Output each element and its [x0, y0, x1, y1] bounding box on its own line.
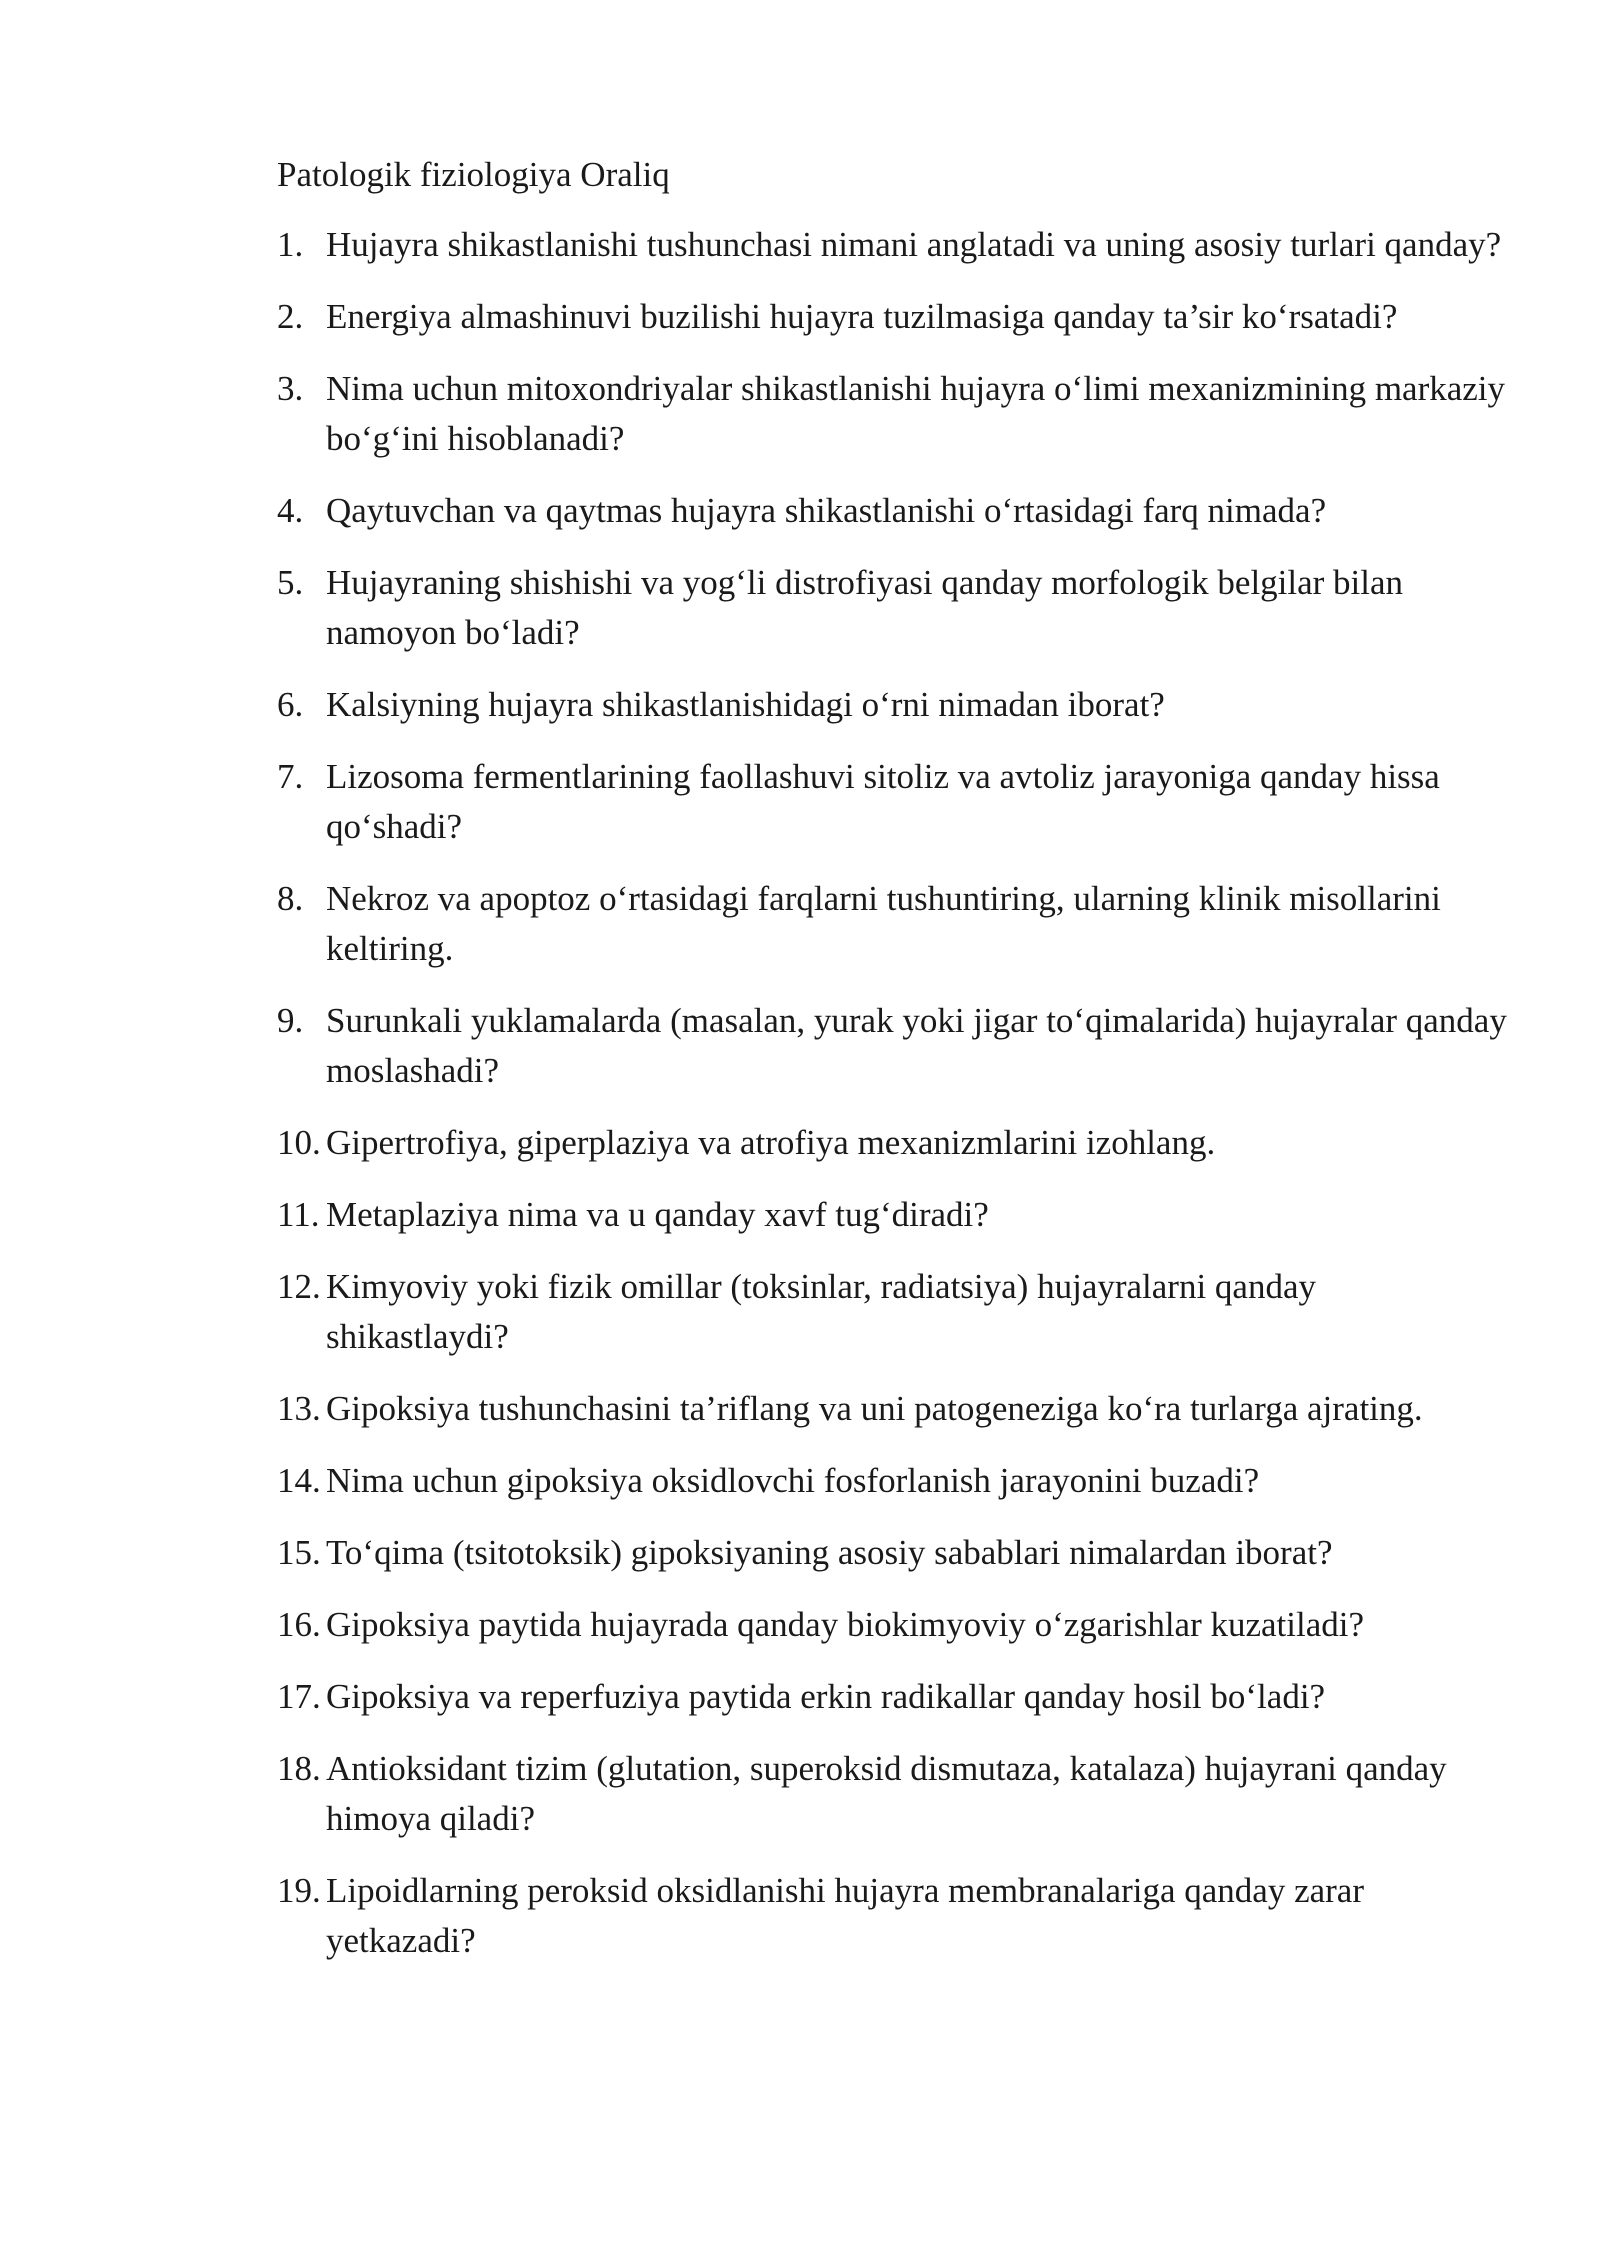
question-text: Nima uchun gipoksiya oksidlovchi fosforlanish jarayonini buzadi? — [326, 1461, 1260, 1500]
question-text: Gipoksiya va reperfuziya paytida erkin radikallar qanday hosil bo‘ladi? — [326, 1677, 1326, 1716]
question-item — [277, 1384, 1507, 1434]
question-text: Nekroz va apoptoz o‘rtasidagi farqlarni tushuntiring, ularning klinik misollarini keltiring. — [326, 879, 1441, 968]
question-item — [277, 364, 1507, 464]
question-item — [277, 1262, 1507, 1362]
question-text: Gipertrofiya, giperplaziya va atrofiya mexanizmlarini izohlang. — [326, 1123, 1216, 1162]
question-number: 10. — [277, 1123, 321, 1162]
question-item — [277, 1866, 1507, 1966]
question-number: 1. — [277, 225, 304, 264]
question-number: 5. — [277, 563, 304, 602]
question-number: 13. — [277, 1389, 321, 1428]
question-text: Energiya almashinuvi buzilishi hujayra tuzilmasiga qanday ta’sir ko‘rsatadi? — [326, 297, 1398, 336]
question-number: 9. — [277, 1001, 304, 1040]
question-item — [277, 1528, 1507, 1578]
question-number: 17. — [277, 1677, 321, 1716]
question-list — [277, 220, 1507, 1988]
question-number: 12. — [277, 1267, 321, 1306]
question-text: Metaplaziya nima va u qanday xavf tug‘diradi? — [326, 1195, 989, 1234]
question-text: To‘qima (tsitotoksik) gipoksiyaning asosiy sabablari nimalardan iborat? — [326, 1533, 1333, 1572]
question-item — [277, 220, 1507, 270]
question-text: Hujayra shikastlanishi tushunchasi nimani anglatadi va uning asosiy turlari qanday? — [326, 225, 1502, 264]
question-item — [277, 292, 1507, 342]
question-item — [277, 486, 1507, 536]
question-text: Kimyoviy yoki fizik omillar (toksinlar, radiatsiya) hujayralarni qanday shikastlaydi? — [326, 1267, 1316, 1356]
question-item — [277, 680, 1507, 730]
question-text: Nima uchun mitoxondriyalar shikastlanishi hujayra o‘limi mexanizmining markaziy bo‘g‘ini hisoblanadi? — [326, 369, 1506, 458]
question-number: 4. — [277, 491, 304, 530]
question-item — [277, 874, 1507, 974]
question-item — [277, 558, 1507, 658]
question-number: 15. — [277, 1533, 321, 1572]
question-item — [277, 1672, 1507, 1722]
question-number: 8. — [277, 879, 304, 918]
question-text: Gipoksiya paytida hujayrada qanday biokimyoviy o‘zgarishlar kuzatiladi? — [326, 1605, 1365, 1644]
question-item — [277, 1456, 1507, 1506]
document-title: Patologik fiziologiya Oraliq — [277, 155, 670, 194]
question-item — [277, 1744, 1507, 1844]
question-text: Qaytuvchan va qaytmas hujayra shikastlanishi o‘rtasidagi farq nimada? — [326, 491, 1327, 530]
question-text: Gipoksiya tushunchasini ta’riflang va uni patogeneziga ko‘ra turlarga ajrating. — [326, 1389, 1423, 1428]
question-number: 16. — [277, 1605, 321, 1644]
question-number: 14. — [277, 1461, 321, 1500]
question-number: 3. — [277, 369, 304, 408]
question-number: 6. — [277, 685, 304, 724]
question-item — [277, 996, 1507, 1096]
question-number: 2. — [277, 297, 304, 336]
question-item — [277, 1190, 1507, 1240]
question-text: Lizosoma fermentlarining faollashuvi sitoliz va avtoliz jarayoniga qanday hissa qo‘shadi? — [326, 757, 1440, 846]
question-text: Surunkali yuklamalarda (masalan, yurak yoki jigar to‘qimalarida) hujayralar qanday moslashadi? — [326, 1001, 1507, 1090]
question-text: Lipoidlarning peroksid oksidlanishi hujayra membranalariga qanday zarar yetkazadi? — [326, 1871, 1364, 1960]
question-number: 18. — [277, 1749, 321, 1788]
question-text: Hujayraning shishishi va yog‘li distrofiyasi qanday morfologik belgilar bilan namoyon bo‘ladi? — [326, 563, 1404, 652]
question-text: Kalsiyning hujayra shikastlanishidagi o‘rni nimadan iborat? — [326, 685, 1165, 724]
question-text: Antioksidant tizim (glutation, superoksid dismutaza, katalaza) hujayrani qanday himoya qiladi? — [326, 1749, 1447, 1838]
question-number: 7. — [277, 757, 304, 796]
question-item — [277, 1600, 1507, 1650]
question-number: 11. — [277, 1195, 320, 1234]
question-item — [277, 1118, 1507, 1168]
question-item — [277, 752, 1507, 852]
question-number: 19. — [277, 1871, 321, 1910]
